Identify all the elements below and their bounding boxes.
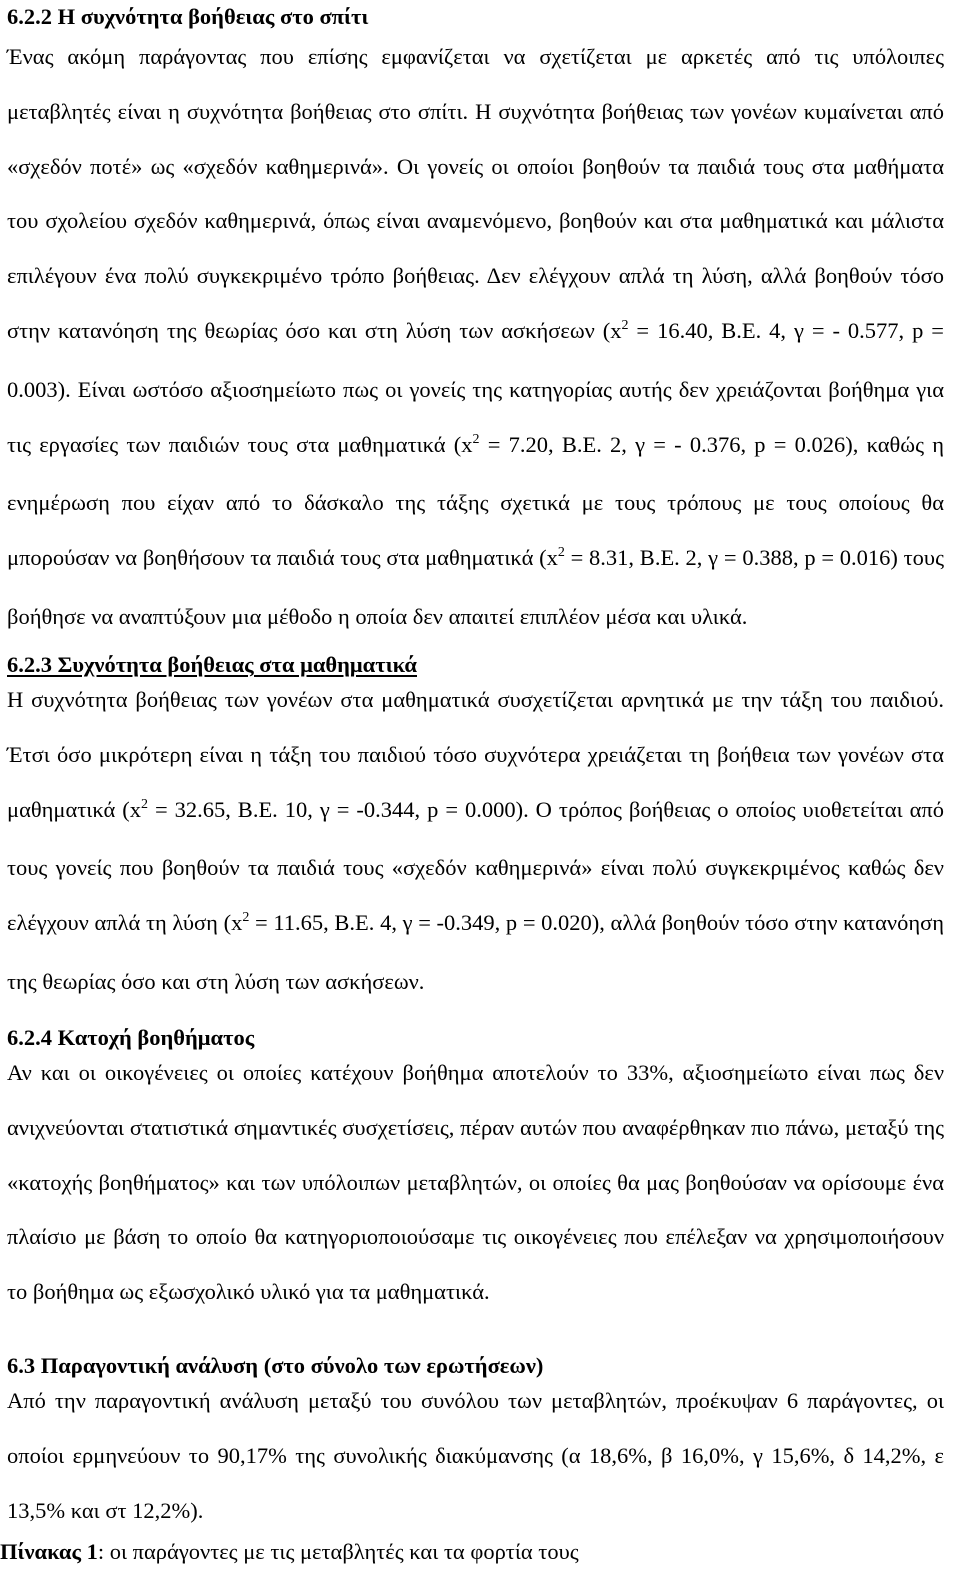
section-heading-6-3: 6.3 Παραγοντική ανάλυση (στο σύνολο των ερωτήσεων): [7, 1353, 544, 1378]
table-caption-label: Πίνακας 1: [0, 1539, 98, 1564]
section-heading-6-2-3: 6.2.3 Συχνότητα βοήθειας στα μαθηματικά: [7, 652, 417, 677]
section-paragraph-6-2-2: Ένας ακόμη παράγοντας που επίσης εμφανίζεται να σχετίζεται με αρκετές από τις υπόλοιπες μεταβλητές είναι η συχνότητα βοήθειας στο σπίτι. Η συχνότητα βοήθειας των γονέων κυμαίνεται από «σχεδόν ποτέ» ως «σχεδόν καθημερινά». Οι γονείς οι οποίοι βοηθούν τα παιδιά τους στα μαθήματα του σχολείου σχεδόν καθημερινά, όπως είναι αναμενόμενο, βοηθούν και στα μαθηματικά και μάλιστα επιλέγουν ένα πολύ συγκεκριμένο τρόπο βοήθειας. Δεν ελέγχουν απλά τη λύση, αλλά βοηθούν τόσο στην κατανόηση της θεωρίας όσο και στη λύση των ασκήσεων ($x^2 = 16.40$, B.E. 4, γ = - 0.577, p = 0.003). Είναι ωστόσο αξιοσημείωτο πως οι γονείς της κατηγορίας αυτής δεν χρειάζονται βοήθημα για τις εργασίες των παιδιών τους στα μαθηματικά ($x^2 = 7.20$, B.E. 2, γ = - 0.376, p = 0.026), καθώς η ενημέρωση που είχαν από το δάσκαλο της τάξης σχετικά με τους τρόπους με τους οποίους θα μπορούσαν να βοηθήσουν τα παιδιά τους στα μαθηματικά ($x^2 = 8.31$, B.E. 2, γ = 0.388, p = 0.016) τους βοήθησε να αναπτύξουν μια μέθοδο η οποία δεν απαιτεί επιπλέον μέσα και υλικά.: [7, 44, 944, 629]
section-paragraph-6-2-3: Η συχνότητα βοήθειας των γονέων στα μαθηματικά συσχετίζεται αρνητικά με την τάξη του παιδιού. Έτσι όσο μικρότερη είναι η τάξη του παιδιού τόσο συχνότερα χρειάζεται τη βοήθεια των γονέων στα μαθηματικά ($x^2 = 32.65$, B.E. 10, γ = -0.344, p = 0.000). Ο τρόπος βοήθειας ο οποίος υιοθετείται από τους γονείς που βοηθούν τα παιδιά τους «σχεδόν καθημερινά» είναι πολύ συγκεκριμένος καθώς δεν ελέγχουν απλά τη λύση ($x^2 = 11.65$, B.E. 4, γ = -0.349, p = 0.020), αλλά βοηθούν τόσο στην κατανόηση της θεωρίας όσο και στη λύση των ασκήσεων.: [7, 687, 945, 994]
section-paragraph-6-2-4: Αν και οι οικογένειες οι οποίες κατέχουν βοήθημα αποτελούν το 33%, αξιοσημείωτο είναι πως δεν ανιχνεύονται στατιστικά σημαντικές συσχετίσεις, πέραν αυτών που αναφέρθηκαν πιο πάνω, μεταξύ της «κατοχής βοηθήματος» και των υπόλοιπων μεταβλητών, οι οποίες θα μας βοηθούσαν να ορίσουμε ένα πλαίσιο με βάση το οποίο θα κατηγοριοποιούσαμε τις οικογένειες που επέλεξαν να χρησιμοποιήσουν το βοήθημα ως εξωσχολικό υλικό για τα μαθηματικά.: [7, 1060, 944, 1305]
section-heading-6-2-2: 6.2.2 Η συχνότητα βοήθειας στο σπίτι: [7, 4, 369, 29]
section-paragraph-6-3: Από την παραγοντική ανάλυση μεταξύ του συνόλου των μεταβλητών, προέκυψαν 6 παράγοντες, οι οποίοι ερμηνεύουν το 90,17% της συνολικής διακύμανσης (α 18,6%, β 16,0%, γ 15,6%, δ 14,2%, ε 13,5% και στ 12,2%).: [7, 1388, 944, 1523]
section-heading-6-2-4: 6.2.4 Κατοχή βοηθήματος: [7, 1025, 255, 1050]
table-caption-text: : οι παράγοντες με τις μεταβλητές και τα φορτία τους: [97, 1539, 579, 1564]
table-caption: [0, 1535, 960, 1569]
